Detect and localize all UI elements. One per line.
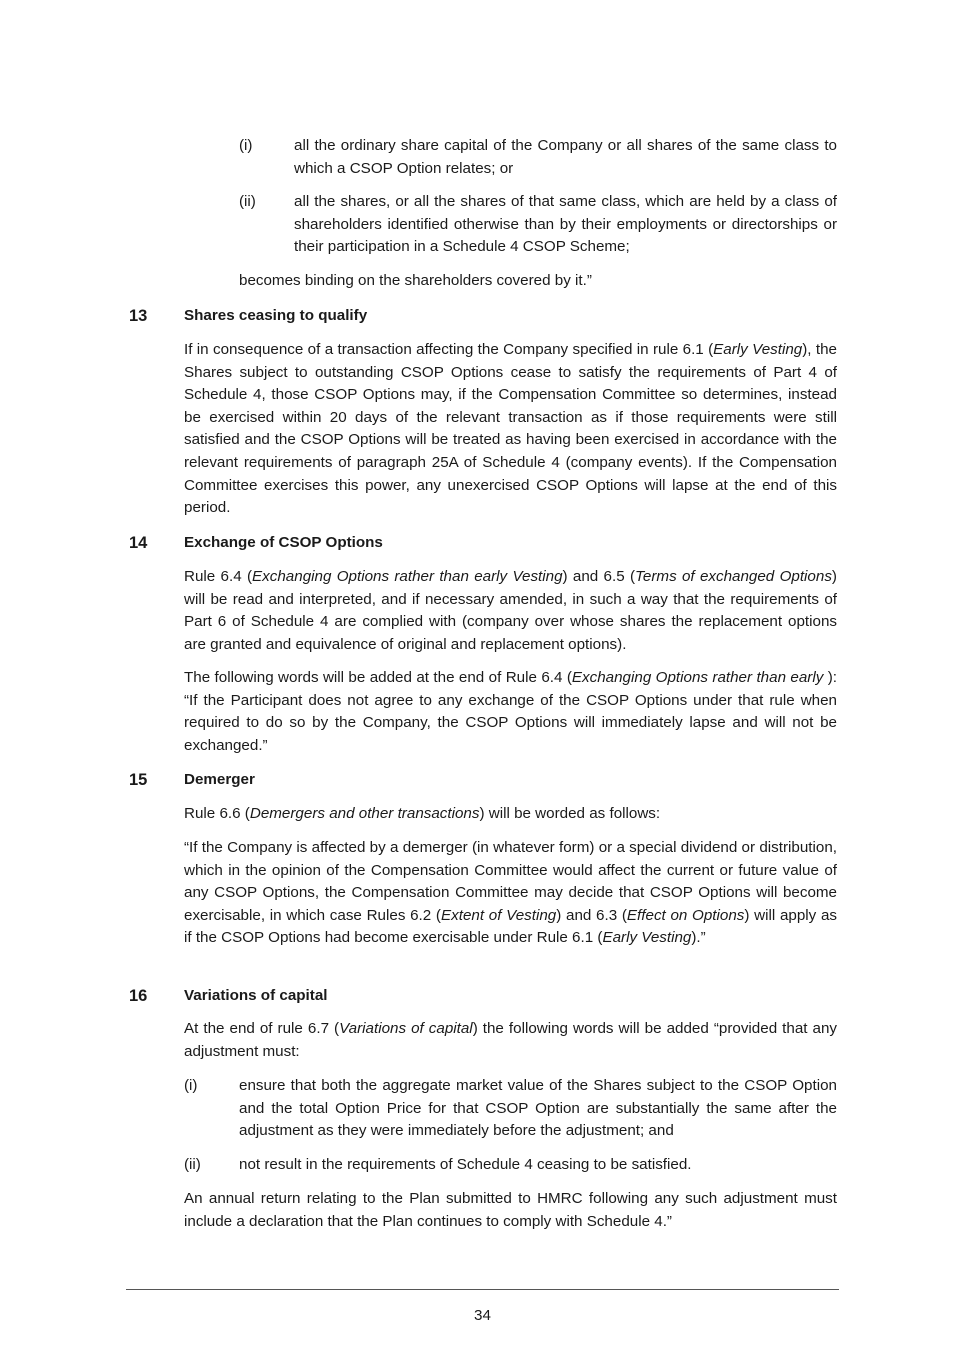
section-15-number: 15 xyxy=(129,771,148,789)
text-run: ) the following words will be added “provided that any adjustment must: xyxy=(184,1020,838,1060)
text-run: The following words will be added at the end of Rule 6.4 ( xyxy=(184,669,572,686)
top-item-1-text: all the ordinary share capital of the Company or all shares of the same class to which a CSOP Option relates; or xyxy=(294,137,837,177)
top-item-2-text: all the shares, or all the shares of that same class, which are held by a class of shareholders identified otherwise than by their employments or directorships or their participation in a Schedule 4 CSOP Scheme; xyxy=(294,193,837,256)
text-run: ): “If the Participant does not agree to any exchange of the CSOP Options under that rule when required to do so by the Company, the CSOP Options will immediately lapse and will not be exchanged.” xyxy=(184,669,837,754)
footer-divider xyxy=(126,1289,839,1290)
text-run: ) will be read and interpreted, and if necessary amended, in such a way that the requirements of Part 6 of Schedule 4 are complied with (company over whose shares the replacement options are granted and equivalence of original and replacement options). xyxy=(184,568,837,653)
text-run: ) will be worded as follows: xyxy=(479,805,661,822)
section-16-item-1-number: (i) xyxy=(184,1077,198,1094)
text-run: If in consequence of a transaction affecting the Company specified in rule 6.1 ( xyxy=(184,341,714,358)
section-13-paragraph-1 xyxy=(184,339,837,520)
page-number: 34 xyxy=(474,1307,491,1324)
section-16-title: Variations of capital xyxy=(184,987,328,1004)
text-run: ).” xyxy=(691,929,706,947)
text-run: ) will apply as if the CSOP Options had become exercisable under Rule 6.1 ( xyxy=(184,906,837,947)
top-item-1-number: (i) xyxy=(239,137,253,154)
italic-reference: Exchanging Options rather than early Vesting xyxy=(252,568,563,585)
italic-reference: Demergers and other transactions xyxy=(249,805,480,822)
italic-reference: Variations of capital xyxy=(339,1020,473,1037)
italic-reference: Effect on Options xyxy=(626,906,745,924)
top-list-tail: becomes binding on the shareholders covered by it.” xyxy=(239,272,592,289)
section-14-number: 14 xyxy=(129,534,148,552)
italic-reference: Terms of exchanged Options xyxy=(635,568,832,585)
text-run: Rule 6.4 ( xyxy=(184,568,253,585)
section-16-paragraph-1 xyxy=(184,1018,837,1063)
text-run: ) and 6.5 ( xyxy=(562,568,636,585)
italic-reference: Early Vesting xyxy=(602,929,692,947)
section-15-title: Demerger xyxy=(184,771,255,788)
section-16-number: 16 xyxy=(129,987,148,1005)
section-15-paragraph-2 xyxy=(184,837,837,950)
section-16-item-2-text: not result in the requirements of Schedule 4 ceasing to be satisfied. xyxy=(239,1156,692,1173)
text-run: Rule 6.6 ( xyxy=(184,805,250,822)
italic-reference: Exchanging Options rather than early xyxy=(571,669,824,686)
text-run: “If the Company is affected by a demerger (in whatever form) or a special dividend or distribution, which in the opinion of the Compensation Committee would affect the current or future value of any CSOP Options, the Compensation Committee may decide that CSOP Options will become exercisable, in which case Rules 6.2 ( xyxy=(184,839,837,924)
section-14-paragraph-1 xyxy=(184,566,837,656)
section-14-paragraph-2 xyxy=(184,667,837,757)
section-14-title: Exchange of CSOP Options xyxy=(184,534,383,551)
section-13-number: 13 xyxy=(129,307,148,325)
top-item-2-number: (ii) xyxy=(239,193,256,210)
section-16-closing: An annual return relating to the Plan submitted to HMRC following any such adjustment must include a declaration that the Plan continues to comply with Schedule 4.” xyxy=(184,1190,837,1230)
section-16-item-2-number: (ii) xyxy=(184,1156,201,1173)
section-15-paragraph-1 xyxy=(184,803,837,826)
italic-reference: Extent of Vesting xyxy=(441,906,557,924)
italic-reference: Early Vesting xyxy=(713,341,803,358)
text-run: ) and 6.3 ( xyxy=(556,906,627,924)
section-16-item-1-text: ensure that both the aggregate market value of the Shares subject to the CSOP Option and the total Option Price for that CSOP Option are substantially the same after the adjustment as they were immediately before the adjustment; and xyxy=(239,1077,837,1140)
text-run: At the end of rule 6.7 ( xyxy=(184,1020,340,1037)
text-run: ), the Shares subject to outstanding CSOP Options cease to satisfy the requirements of Part 4 of Schedule 4, those CSOP Options may, if the Compensation Committee so determines, instead be exercised within 20 days of the relevant transaction as if those requirements were still satisfied and the CSOP Options will be treated as having been exercised in accordance with the relevant requirements of paragraph 25A of Schedule 4 (company events). If the Compensation Committee exercises this power, any unexercised CSOP Options will lapse at the end of this period. xyxy=(184,341,837,517)
section-13-title: Shares ceasing to qualify xyxy=(184,307,368,324)
